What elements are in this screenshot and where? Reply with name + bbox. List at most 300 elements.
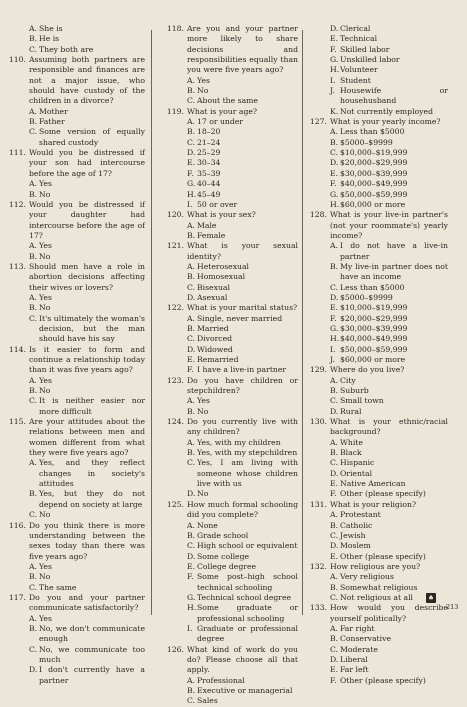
question-header bbox=[306, 500, 448, 510]
answer-option bbox=[306, 86, 448, 107]
option-letter: C. bbox=[187, 137, 196, 147]
answer-option bbox=[306, 24, 448, 34]
answer-option bbox=[163, 76, 298, 86]
question-block bbox=[5, 262, 145, 345]
option-letter: B. bbox=[330, 261, 339, 271]
answer-option bbox=[306, 489, 448, 499]
option-text: Some college bbox=[197, 551, 250, 561]
question-text: What is your sexual identity? bbox=[187, 241, 298, 261]
question-number: 115. bbox=[8, 417, 26, 427]
option-text: Yes, with my children bbox=[197, 437, 281, 447]
answer-option bbox=[306, 634, 448, 644]
answer-option bbox=[163, 345, 298, 355]
option-letter: E. bbox=[330, 665, 339, 675]
option-letter: F. bbox=[330, 675, 337, 685]
option-letter: B. bbox=[187, 448, 196, 458]
option-text: He is bbox=[39, 34, 60, 44]
question-header bbox=[306, 417, 448, 438]
question-header bbox=[163, 303, 298, 313]
question-header bbox=[163, 417, 298, 438]
question-number: 130. bbox=[309, 417, 327, 427]
question-text: What is your yearly income? bbox=[330, 117, 441, 127]
option-text: Widowed bbox=[197, 344, 233, 354]
question-text: Do you think there is more understanding between the sexes today than there was five years ago? bbox=[29, 520, 145, 561]
option-text: Far right bbox=[340, 623, 375, 633]
answer-option bbox=[5, 293, 145, 303]
option-text: She is bbox=[39, 24, 63, 33]
option-text: I have a live-in partner bbox=[197, 365, 287, 375]
option-letter: F. bbox=[187, 365, 194, 375]
option-text: Moderate bbox=[340, 644, 378, 654]
option-text: White bbox=[340, 437, 363, 447]
answer-option bbox=[163, 438, 298, 448]
option-text: No bbox=[39, 510, 51, 520]
option-letter: F. bbox=[187, 572, 194, 582]
option-letter: B. bbox=[187, 686, 196, 695]
option-letter: A. bbox=[29, 106, 37, 116]
option-letter: A. bbox=[330, 437, 338, 447]
question-text: Would you be distressed if your daughter had intercourse before the age of 17? bbox=[29, 199, 145, 240]
question-text: What is your age? bbox=[187, 106, 258, 116]
option-letter: A. bbox=[187, 313, 195, 323]
answer-option bbox=[163, 262, 298, 272]
answer-option bbox=[306, 283, 448, 293]
answer-option bbox=[163, 179, 298, 189]
option-text: 18–20 bbox=[197, 127, 221, 137]
option-letter: C. bbox=[29, 396, 38, 406]
question-number: 132. bbox=[309, 561, 327, 571]
question-number: 128. bbox=[309, 210, 327, 220]
option-text: Black bbox=[340, 448, 362, 458]
option-letter: C. bbox=[187, 541, 196, 551]
answer-option bbox=[163, 407, 298, 417]
option-letter: B. bbox=[330, 386, 339, 396]
option-text: Technical school degree bbox=[197, 592, 292, 602]
option-text: Other (please specify) bbox=[340, 675, 426, 685]
option-letter: H. bbox=[330, 65, 340, 75]
option-text: $30,000–$39,999 bbox=[340, 323, 408, 333]
answer-option bbox=[163, 169, 298, 179]
question-text: Do you have children or stepchildren? bbox=[187, 375, 298, 396]
option-letter: A. bbox=[29, 613, 37, 623]
question-text: How much formal schooling did you complete? bbox=[187, 499, 298, 520]
option-text: Other (please specify) bbox=[340, 551, 426, 561]
question-text: Should men have a role in abortion decisions affecting their wives or lovers? bbox=[29, 261, 145, 292]
column-1 bbox=[5, 24, 145, 686]
answer-option bbox=[306, 107, 448, 117]
answer-option bbox=[306, 127, 448, 137]
question-block bbox=[5, 345, 145, 417]
option-text: No bbox=[197, 86, 209, 96]
option-text: Grade school bbox=[197, 530, 249, 540]
option-text: 30–34 bbox=[197, 158, 221, 168]
answer-option bbox=[163, 200, 298, 210]
column-divider bbox=[151, 30, 152, 615]
option-letter: C. bbox=[330, 592, 339, 602]
answer-option bbox=[163, 314, 298, 324]
answer-option bbox=[306, 541, 448, 551]
question-text: Would you be distressed if your son had intercourse before the age of 17? bbox=[29, 148, 145, 178]
option-text: 17 or under bbox=[197, 117, 244, 127]
question-text: Are you and your partner more likely to share decisions and responsibilities equally than you were five years ago? bbox=[187, 24, 298, 75]
question-header bbox=[5, 417, 145, 458]
option-letter: F. bbox=[330, 313, 337, 323]
answer-option bbox=[163, 158, 298, 168]
option-letter: C. bbox=[330, 148, 339, 158]
answer-option bbox=[5, 24, 145, 34]
option-letter: A. bbox=[29, 241, 37, 251]
option-letter: D. bbox=[187, 551, 196, 561]
answer-option bbox=[5, 117, 145, 127]
option-letter: C. bbox=[187, 458, 196, 468]
question-text: What is your religion? bbox=[330, 499, 417, 509]
question-number: 133. bbox=[309, 603, 327, 613]
option-letter: H. bbox=[187, 603, 197, 613]
question-header bbox=[163, 107, 298, 117]
answer-option bbox=[306, 624, 448, 634]
option-text: No bbox=[39, 303, 51, 313]
option-letter: C. bbox=[29, 44, 38, 54]
option-text: It is neither easier nor more difficult bbox=[39, 396, 145, 416]
rabbit-logo-icon: ♠ bbox=[427, 594, 435, 602]
answer-option bbox=[163, 489, 298, 499]
question-header bbox=[306, 562, 448, 572]
option-letter: G. bbox=[330, 55, 339, 65]
question-header bbox=[5, 521, 145, 562]
answer-option bbox=[306, 531, 448, 541]
question-block bbox=[306, 210, 448, 365]
option-text: Native American bbox=[340, 479, 406, 489]
option-text: My live-in partner does not have an income bbox=[340, 261, 448, 282]
option-text: Remarried bbox=[197, 355, 239, 364]
option-letter: B. bbox=[29, 489, 38, 499]
option-letter: A. bbox=[330, 127, 338, 137]
question-header bbox=[163, 210, 298, 220]
option-letter: B. bbox=[29, 251, 38, 261]
answer-option bbox=[163, 334, 298, 344]
answer-option bbox=[5, 303, 145, 313]
option-text: Divorced bbox=[197, 334, 233, 344]
option-letter: B. bbox=[187, 86, 196, 96]
option-letter: C. bbox=[187, 696, 196, 706]
option-letter: B. bbox=[29, 386, 38, 396]
question-block bbox=[306, 603, 448, 686]
answer-option bbox=[306, 179, 448, 189]
answer-option bbox=[5, 489, 145, 510]
option-text: 50 or over bbox=[197, 199, 238, 209]
answer-option bbox=[163, 572, 298, 593]
answer-option bbox=[163, 686, 298, 696]
answer-option bbox=[163, 190, 298, 200]
question-number: 111. bbox=[8, 148, 26, 158]
option-letter: G. bbox=[330, 323, 339, 333]
answer-option bbox=[306, 407, 448, 417]
option-letter: D. bbox=[187, 292, 196, 302]
option-letter: A. bbox=[330, 623, 338, 633]
option-text: Yes bbox=[39, 241, 52, 251]
answer-option bbox=[5, 179, 145, 189]
answer-option bbox=[163, 541, 298, 551]
option-text: About the same bbox=[197, 96, 258, 106]
option-text: $30,000–$39,999 bbox=[340, 168, 408, 178]
question-text: How would you describe yourself politically? bbox=[330, 603, 448, 623]
option-text: 40–44 bbox=[197, 179, 221, 189]
option-letter: H. bbox=[187, 189, 197, 199]
question-number: 125. bbox=[166, 499, 184, 509]
option-letter: E. bbox=[187, 158, 196, 168]
option-letter: I. bbox=[187, 199, 193, 209]
option-text: $20,000–$29,999 bbox=[340, 158, 408, 168]
answer-option bbox=[163, 127, 298, 137]
answer-option bbox=[306, 65, 448, 75]
answer-option bbox=[306, 138, 448, 148]
option-letter: C. bbox=[330, 530, 339, 540]
answer-option bbox=[306, 345, 448, 355]
option-text: Not religious at all bbox=[340, 592, 413, 602]
option-text: Yes, I am living with someone whose children live with us bbox=[197, 458, 298, 489]
option-text: Less than $5000 bbox=[340, 127, 405, 137]
question-text: What is your marital status? bbox=[187, 303, 298, 313]
question-block bbox=[163, 24, 298, 107]
answer-option bbox=[306, 148, 448, 158]
option-text: Other (please specify) bbox=[340, 489, 426, 499]
question-number: 126. bbox=[166, 644, 184, 654]
answer-option bbox=[306, 241, 448, 262]
option-text: College degree bbox=[197, 561, 257, 571]
answer-option bbox=[5, 127, 145, 148]
answer-option bbox=[163, 448, 298, 458]
option-text: Yes, with my stepchildren bbox=[197, 448, 298, 458]
option-letter: A. bbox=[29, 179, 37, 189]
answer-option bbox=[306, 324, 448, 334]
option-text: None bbox=[197, 520, 218, 530]
option-letter: J. bbox=[330, 86, 335, 96]
option-text: It's ultimately the woman's decision, but the man should have his say bbox=[39, 313, 145, 344]
option-text: Protestant bbox=[340, 510, 381, 520]
option-text: Rural bbox=[340, 406, 362, 416]
option-letter: F. bbox=[330, 489, 337, 499]
question-block bbox=[5, 24, 145, 55]
answer-option bbox=[306, 34, 448, 44]
option-letter: C. bbox=[187, 334, 196, 344]
option-text: No bbox=[197, 489, 209, 499]
option-letter: A. bbox=[29, 375, 37, 385]
option-letter: H. bbox=[330, 334, 340, 344]
answer-option bbox=[306, 293, 448, 303]
option-text: Moslem bbox=[340, 541, 371, 551]
option-text: No bbox=[39, 189, 51, 199]
option-text: Somewhat religious bbox=[340, 582, 418, 592]
question-header bbox=[306, 365, 448, 375]
option-letter: A. bbox=[330, 241, 338, 251]
option-text: Professional bbox=[197, 675, 245, 685]
option-text: Yes bbox=[197, 75, 210, 85]
answer-option bbox=[5, 386, 145, 396]
question-number: 117. bbox=[8, 592, 26, 602]
answer-option bbox=[163, 283, 298, 293]
column-divider bbox=[302, 30, 303, 615]
question-block bbox=[163, 500, 298, 645]
option-letter: D. bbox=[330, 406, 339, 416]
option-letter: G. bbox=[187, 179, 196, 189]
question-number: 119. bbox=[166, 106, 184, 116]
option-letter: B. bbox=[187, 323, 196, 333]
question-text: How religious are you? bbox=[330, 561, 421, 571]
option-letter: C. bbox=[29, 127, 38, 137]
question-header bbox=[163, 500, 298, 521]
option-text: Unskilled labor bbox=[340, 55, 400, 65]
answer-option bbox=[306, 676, 448, 686]
answer-option bbox=[306, 438, 448, 448]
option-letter: A. bbox=[330, 572, 338, 582]
option-text: Less than $5000 bbox=[340, 282, 405, 292]
answer-option bbox=[5, 572, 145, 582]
option-letter: C. bbox=[330, 644, 339, 654]
question-number: 122. bbox=[166, 303, 184, 313]
answer-option bbox=[163, 117, 298, 127]
answer-option bbox=[5, 34, 145, 44]
answer-option bbox=[306, 55, 448, 65]
answer-option bbox=[163, 396, 298, 406]
answer-option bbox=[163, 458, 298, 489]
option-text: Father bbox=[39, 117, 65, 127]
answer-option bbox=[163, 293, 298, 303]
option-text: Jewish bbox=[340, 530, 366, 540]
option-text: Yes bbox=[39, 375, 52, 385]
answer-option bbox=[163, 531, 298, 541]
option-text: Not currently employed bbox=[340, 106, 433, 116]
option-text: Male bbox=[197, 220, 217, 230]
option-text: Yes, and they reflect changes in society's attitudes bbox=[39, 458, 145, 489]
answer-option bbox=[306, 448, 448, 458]
answer-option bbox=[306, 510, 448, 520]
answer-option bbox=[306, 376, 448, 386]
option-text: $5000–$9999 bbox=[340, 292, 393, 302]
option-text: No bbox=[39, 251, 51, 261]
option-text: $60,000 or more bbox=[340, 199, 406, 209]
answer-option bbox=[163, 221, 298, 231]
option-letter: B. bbox=[187, 272, 196, 282]
question-header bbox=[5, 345, 145, 376]
option-letter: E. bbox=[330, 551, 339, 561]
option-text: Sales bbox=[197, 696, 218, 706]
option-letter: B. bbox=[187, 530, 196, 540]
question-number: 129. bbox=[309, 365, 327, 375]
question-block bbox=[5, 148, 145, 200]
answer-option bbox=[163, 521, 298, 531]
answer-option bbox=[163, 562, 298, 572]
option-text: Suburb bbox=[340, 386, 369, 396]
option-letter: B. bbox=[29, 189, 38, 199]
option-text: $40,000–$49,999 bbox=[340, 334, 408, 344]
answer-option bbox=[306, 479, 448, 489]
option-letter: I. bbox=[187, 623, 193, 633]
option-letter: B. bbox=[330, 520, 339, 530]
option-letter: D. bbox=[330, 654, 339, 664]
question-number: 114. bbox=[8, 344, 26, 354]
option-letter: C. bbox=[29, 582, 38, 592]
question-block bbox=[163, 376, 298, 417]
option-text: I do not have a live-in partner bbox=[340, 241, 448, 261]
answer-option bbox=[306, 303, 448, 313]
answer-option bbox=[5, 252, 145, 262]
question-number: 121. bbox=[166, 241, 184, 251]
question-text: What kind of work do you do? Please choose all that apply. bbox=[187, 644, 298, 675]
answer-option bbox=[306, 169, 448, 179]
option-letter: E. bbox=[330, 168, 339, 178]
question-header bbox=[5, 148, 145, 179]
option-letter: E. bbox=[330, 34, 339, 44]
option-text: Small town bbox=[340, 396, 384, 406]
option-letter: A. bbox=[187, 520, 195, 530]
question-number: 110. bbox=[8, 55, 26, 65]
option-letter: A. bbox=[29, 292, 37, 302]
option-letter: A. bbox=[187, 396, 195, 406]
answer-option bbox=[163, 365, 298, 375]
option-letter: A. bbox=[187, 261, 195, 271]
option-text: Oriental bbox=[340, 468, 373, 478]
question-number: 113. bbox=[8, 261, 26, 271]
answer-option bbox=[306, 190, 448, 200]
option-letter: D. bbox=[330, 24, 339, 33]
answer-option bbox=[306, 314, 448, 324]
option-text: Single, never married bbox=[197, 313, 283, 323]
option-text: 45–49 bbox=[197, 189, 221, 199]
option-text: Yes bbox=[39, 561, 52, 571]
question-block bbox=[163, 107, 298, 210]
option-letter: C. bbox=[29, 644, 38, 654]
answer-option bbox=[306, 645, 448, 655]
answer-option bbox=[5, 241, 145, 251]
option-letter: B. bbox=[29, 623, 38, 633]
answer-option bbox=[5, 665, 145, 686]
option-letter: F. bbox=[330, 44, 337, 54]
option-text: Yes bbox=[39, 613, 52, 623]
option-letter: A. bbox=[29, 561, 37, 571]
option-letter: A. bbox=[330, 375, 338, 385]
answer-option bbox=[306, 45, 448, 55]
option-text: $5000–$9999 bbox=[340, 137, 393, 147]
option-text: Volunteer bbox=[340, 65, 378, 75]
answer-option bbox=[5, 107, 145, 117]
answer-option bbox=[306, 396, 448, 406]
option-letter: C. bbox=[330, 396, 339, 406]
option-letter: B. bbox=[29, 117, 38, 127]
answer-option bbox=[5, 396, 145, 417]
question-block bbox=[5, 55, 145, 148]
column-3 bbox=[306, 24, 448, 686]
question-block bbox=[163, 210, 298, 241]
option-letter: D. bbox=[187, 344, 196, 354]
option-letter: C. bbox=[330, 458, 339, 468]
question-text: Assuming both partners are responsible and finances are not a major issue, who should have custody of the children in a divorce? bbox=[29, 55, 145, 106]
question-header bbox=[5, 55, 145, 107]
option-letter: H. bbox=[330, 199, 340, 209]
option-letter: D. bbox=[187, 489, 196, 499]
option-letter: A. bbox=[187, 117, 195, 127]
answer-option bbox=[5, 376, 145, 386]
option-text: $50,000–$59,999 bbox=[340, 344, 408, 354]
answer-option bbox=[163, 355, 298, 365]
option-text: High school or equivalent bbox=[197, 541, 298, 551]
option-letter: A. bbox=[187, 75, 195, 85]
question-header bbox=[5, 593, 145, 614]
option-text: Clerical bbox=[340, 24, 371, 33]
option-letter: D. bbox=[187, 148, 196, 158]
question-header bbox=[306, 117, 448, 127]
option-text: Graduate or professional degree bbox=[197, 623, 298, 644]
option-text: $10,000–$19,999 bbox=[340, 148, 408, 158]
